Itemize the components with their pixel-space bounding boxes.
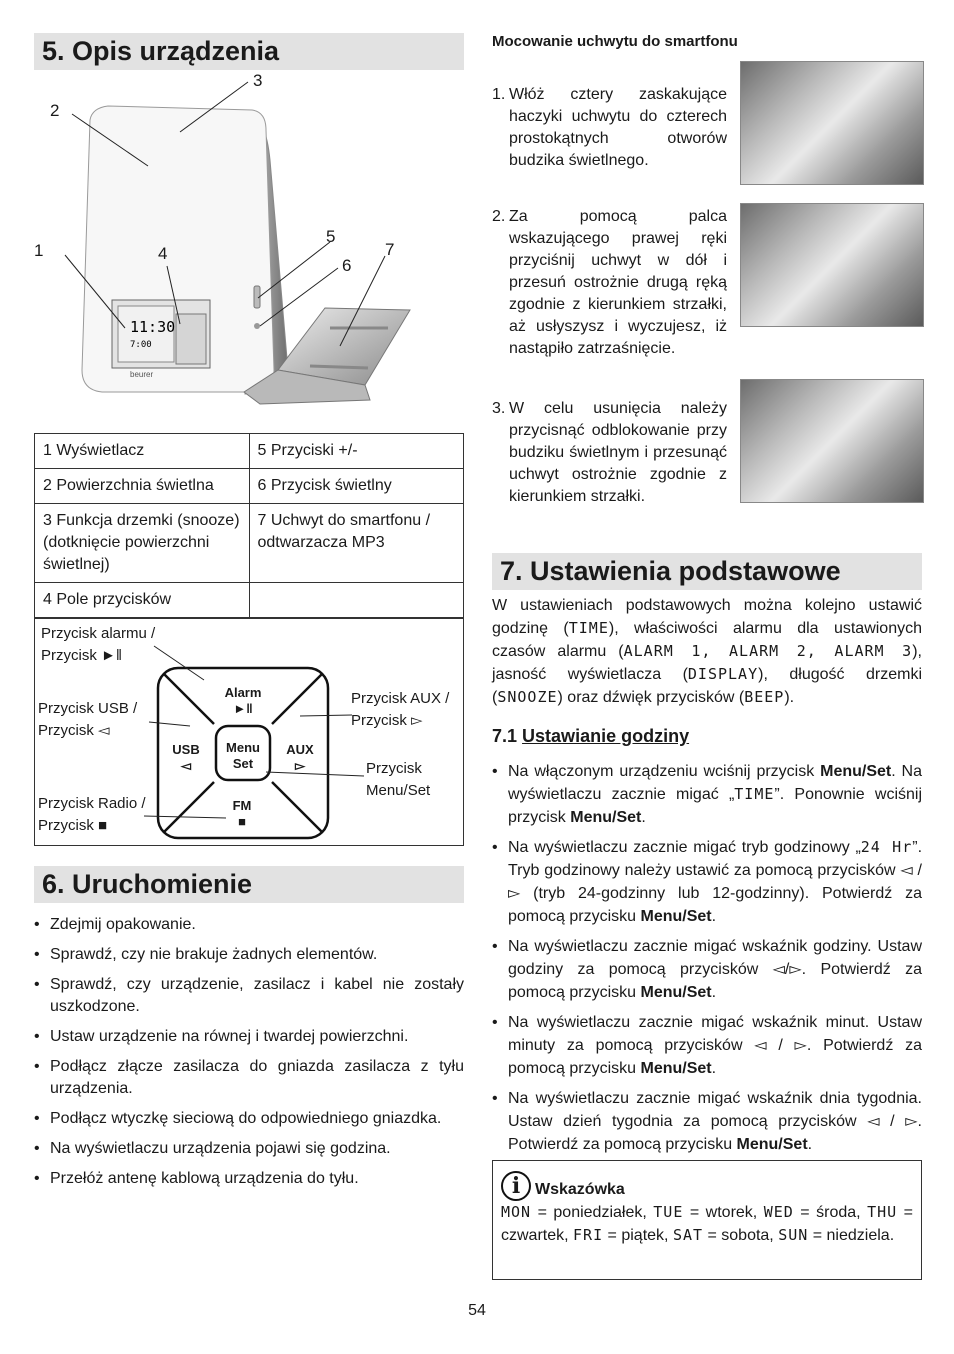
keypad-label-aux: Przycisk AUX / Przycisk ▻ (351, 690, 450, 729)
mount-photo-2 (740, 203, 924, 327)
mount-photo-3 (740, 379, 924, 503)
brand-logo: beurer (130, 370, 154, 379)
light-button (254, 323, 260, 329)
fm-button[interactable]: FM ■ (232, 798, 252, 829)
mount-step-2: 2. Za pomocą palca wskazującego prawej ręki przyciśnij uchwyt w dół i przesuń ostrożnie drugą ręką zgodnie z kierunkiem strzałki, aż usłyszysz i wyczujesz, iż nastąpiło zatrzaśnięcie. (492, 208, 727, 357)
callout-3: 3 (253, 71, 263, 90)
table-cell: 1 Wyświetlacz (35, 434, 250, 469)
table-row (35, 583, 464, 618)
device-illustration (30, 70, 460, 420)
list-item: • Na wyświetlaczu zacznie migać wskaźnik minut. Ustaw minuty za pomocą przycisków ◅ / ▻. Potwierdź za pomocą przycisku Menu/Set. (492, 1011, 922, 1080)
list-item: • Sprawdź, czy urządzenie, zasilacz i kabel nie zostały uszkodzone. (34, 974, 464, 1018)
info-icon: i (501, 1171, 531, 1201)
callout-7: 7 (385, 240, 395, 259)
parts-table (34, 433, 464, 618)
table-cell: 4 Pole przycisków (35, 583, 250, 618)
lcd-alarm: 7:00 (130, 340, 152, 350)
list-item: • Na wyświetlaczu zacznie migać wskaźnik godziny. Ustaw godziny za pomocą przycisków ◅/▻. Potwierdź za pomocą przycisku Menu/Set. (492, 935, 922, 1004)
callout-4: 4 (158, 244, 168, 263)
table-cell: 7 Uchwyt do smartfonu / odtwarzacza MP3 (249, 504, 464, 583)
table-row (35, 469, 464, 504)
time-setting-list (492, 760, 922, 1163)
table-cell: 2 Powierzchnia świetlna (35, 469, 250, 504)
section-7-heading: 7. Ustawienia podstawowe (492, 553, 922, 590)
note-header (501, 1171, 913, 1201)
table-cell (249, 583, 464, 618)
table-row (35, 504, 464, 583)
list-item: • Na wyświetlaczu zacznie migać tryb godzinowy „24 Hr”. Tryb godzinowy należy ustawić za pomocą przycisków ◅ / ▻ (tryb 24-godzinny lub 12-godzinny). Potwierdź za pomocą przycisku Menu/Set. (492, 836, 922, 928)
alarm-button[interactable]: Alarm ►‖ (224, 685, 262, 716)
lcd-time: 11:30 (130, 318, 176, 336)
callout-6: 6 (342, 256, 352, 275)
list-item: • Zdejmij opakowanie. (34, 914, 464, 936)
list-item: • Przełóż antenę kablową urządzenia do tyłu. (34, 1168, 464, 1190)
page-number: 54 (468, 1302, 486, 1319)
list-item: • Na wyświetlaczu zacznie migać wskaźnik dnia tygodnia. Ustaw dzień tygodnia za pomocą przycisków ◅ / ▻. Potwierdź za pomocą przycisku Menu/Set. (492, 1087, 922, 1156)
mount-photo-1 (740, 61, 924, 185)
list-item: • Sprawdź, czy nie brakuje żadnych elementów. (34, 944, 464, 966)
mount-step-3: 3. W celu usunięcia należy przycisnąć odblokowanie przy budziku świetlnym i przesunąć uchwyt ostrożnie zgodnie z kierunkiem strzałki. (492, 400, 727, 505)
note-text: MON = poniedziałek, TUE = wtorek, WED = środa, THU = czwartek, FRI = piątek, SAT = sobota, SUN = niedziela. (501, 1203, 914, 1244)
list-item: • Na włączonym urządzeniu wciśnij przycisk Menu/Set. Na wyświetlaczu zacznie migać „TIME”. Ponownie wciśnij przycisk Menu/Set. (492, 760, 922, 829)
list-item: • Ustaw urządzenie na równej i twardej powierzchni. (34, 1026, 464, 1048)
startup-list (34, 914, 464, 1198)
keypad-label-radio: Przycisk Radio / Przycisk ■ (38, 795, 146, 834)
table-cell: 6 Przycisk świetlny (249, 469, 464, 504)
section-6-heading: 6. Uruchomienie (34, 866, 464, 903)
callout-2: 2 (50, 101, 60, 120)
note-box (492, 1160, 922, 1280)
button-field (176, 314, 206, 364)
table-row (35, 434, 464, 469)
note-title: Wskazówka (535, 1180, 625, 1198)
callout-1: 1 (34, 241, 44, 260)
aux-button[interactable]: AUX ▻ (286, 742, 314, 773)
keypad-label-alarm: Przycisk alarmu / Przycisk ►‖ (41, 625, 156, 664)
section-7-intro: W ustawieniach podstawowych można kolejno ustawić godzinę (TIME), właściwości alarmu dla ustawionych czasów alarmu (ALARM 1, ALARM 2, ALARM 3), jasność wyświetlacza (DISPLAY), długość drzemki (SNOOZE) oraz dźwięk przycisków (BEEP). (492, 597, 922, 706)
subsection-7-1-heading: 7.1 Ustawianie godziny (492, 726, 690, 746)
keypad-label-usb: Przycisk USB / Przycisk ◅ (38, 700, 138, 739)
mount-title: Mocowanie uchwytu do smartfonu (492, 33, 738, 50)
mount-step-1: 1. Włóż cztery zaskakujące haczyki uchwytu do czterech prostokątnych otworów budzika świetlnego. (492, 86, 727, 169)
section-5-heading: 5. Opis urządzenia (34, 33, 464, 70)
menu-set-button[interactable]: Menu Set (226, 740, 260, 771)
table-cell: 3 Funkcja drzemki (snooze) (dotknięcie powierzchni świetlnej) (35, 504, 250, 583)
table-cell: 5 Przyciski +/- (249, 434, 464, 469)
keypad-label-menu: Przycisk Menu/Set (366, 760, 431, 799)
list-item: • Podłącz wtyczkę sieciową do odpowiedniego gniazdka. (34, 1108, 464, 1130)
list-item: • Na wyświetlaczu urządzenia pojawi się godzina. (34, 1138, 464, 1160)
list-item: • Podłącz złącze zasilacza do gniazda zasilacza z tyłu urządzenia. (34, 1056, 464, 1100)
callout-5: 5 (326, 227, 336, 246)
usb-button[interactable]: USB ◅ (172, 742, 200, 773)
